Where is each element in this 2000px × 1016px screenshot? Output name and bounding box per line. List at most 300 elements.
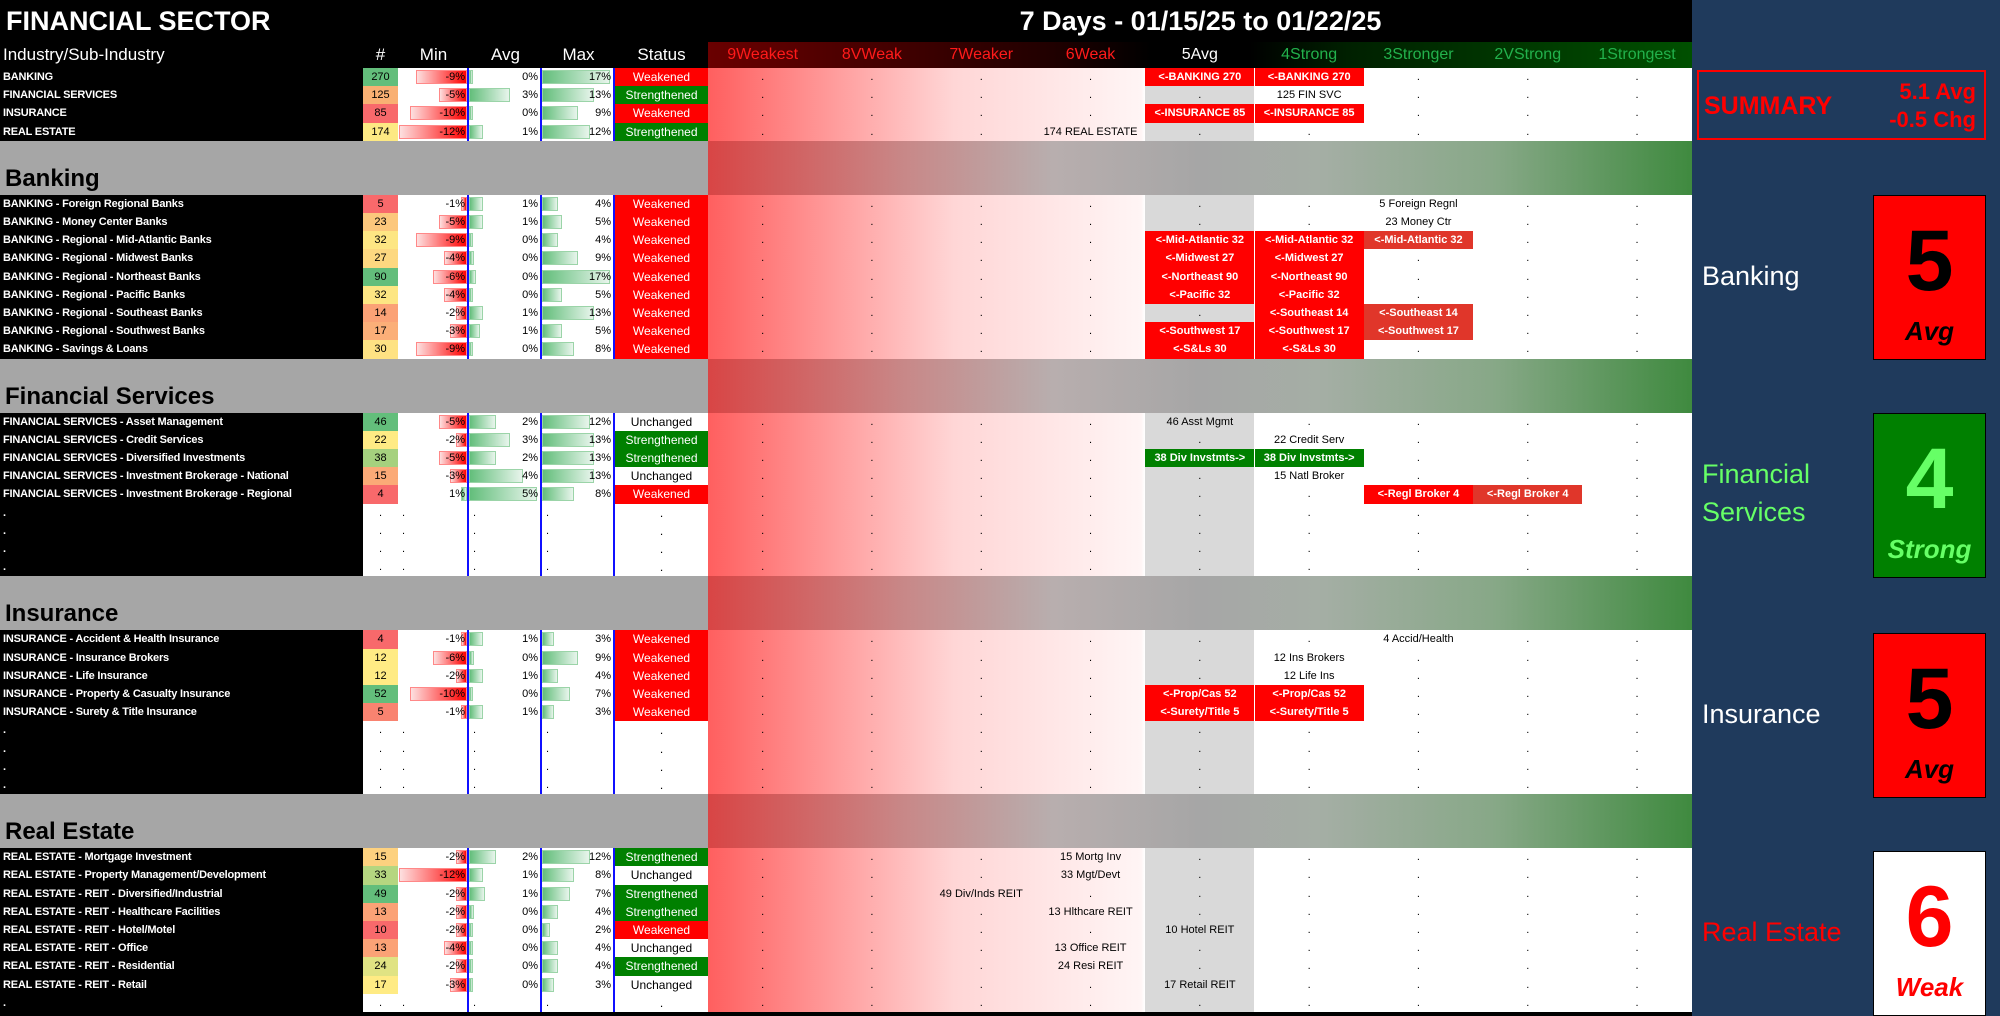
min-value: -5% xyxy=(445,216,465,228)
min-value: -3% xyxy=(445,978,465,991)
status-badge: Unchanged xyxy=(615,467,708,485)
avg-value: 0% xyxy=(522,905,538,918)
rating-cell: . xyxy=(1526,524,1530,537)
rating-cell: . xyxy=(1198,869,1202,882)
rating-cell: . xyxy=(979,325,983,338)
rating-cell: . xyxy=(1635,905,1639,918)
min-cell: . xyxy=(398,558,469,576)
avg-value: 2% xyxy=(522,851,538,864)
rating-cell: . xyxy=(1416,924,1420,936)
rating-label: 15 Natl Broker xyxy=(1273,470,1345,483)
rating-cell: . xyxy=(1416,978,1420,991)
avg-cell: . xyxy=(469,558,542,576)
rating-cell: . xyxy=(1635,107,1639,120)
avg-value: 1% xyxy=(522,216,538,228)
industry-name: INSURANCE xyxy=(3,107,67,120)
rating-label: 5 Foreign Regnl xyxy=(1379,197,1458,210)
blank-row[interactable] xyxy=(0,776,1692,794)
blank-row[interactable] xyxy=(0,740,1692,758)
section-rating-band xyxy=(708,359,1692,413)
industry-name: BANKING - Foreign Regional Banks xyxy=(3,197,184,210)
rating-cell: . xyxy=(1416,651,1420,664)
avg-cell xyxy=(469,231,542,249)
industry-name: REAL ESTATE - REIT - Retail xyxy=(3,978,147,991)
rating-cell: . xyxy=(979,506,983,519)
min-value: -5% xyxy=(445,452,465,464)
status-badge: Strengthened xyxy=(615,431,708,449)
rating-cell: . xyxy=(761,543,765,555)
max-cell xyxy=(542,848,615,866)
count-cell: 13 xyxy=(363,939,398,957)
rating-cell: . xyxy=(870,470,874,483)
rating-cell: . xyxy=(1307,633,1311,646)
table-row[interactable] xyxy=(0,268,1692,286)
rating-cell: . xyxy=(870,107,874,120)
rating-cell: . xyxy=(1526,415,1530,428)
avg-cell xyxy=(469,431,542,449)
avg-bar xyxy=(469,669,483,683)
rank-number: 6 xyxy=(1905,869,1954,965)
avg-cell xyxy=(469,939,542,957)
rating-cell: . xyxy=(1635,887,1639,900)
max-cell: . xyxy=(542,994,615,1012)
rating-cell: . xyxy=(1198,905,1202,918)
table-row[interactable] xyxy=(0,431,1692,449)
avg-value: 4% xyxy=(522,470,538,483)
avg-value: 0% xyxy=(522,107,538,120)
rating-cell: . xyxy=(1307,779,1311,791)
rating-cell: . xyxy=(1526,942,1530,955)
industry-name: BANKING - Money Center Banks xyxy=(3,216,168,228)
rating-cell: . xyxy=(870,452,874,464)
rating-label: <-INSURANCE 85 xyxy=(1255,104,1364,122)
rating-label: 33 Mgt/Devt xyxy=(1060,869,1121,882)
avg-bar xyxy=(469,941,473,955)
rating-cell: . xyxy=(761,978,765,991)
rating-cell: . xyxy=(1089,452,1093,464)
rating-cell: . xyxy=(1089,706,1093,719)
avg-cell xyxy=(469,848,542,866)
rating-cell: . xyxy=(1635,561,1639,574)
max-bar xyxy=(542,125,590,139)
max-value: 9% xyxy=(595,107,611,120)
table-row[interactable] xyxy=(0,667,1692,685)
panel-label-banking: Banking xyxy=(1702,261,1800,291)
table-row[interactable] xyxy=(0,231,1692,249)
rating-cell: . xyxy=(1635,71,1639,83)
avg-value: 0% xyxy=(522,960,538,973)
min-value: -2% xyxy=(445,905,465,918)
rating-cell: . xyxy=(1198,887,1202,900)
count-cell: 13 xyxy=(363,903,398,921)
rating-cell: . xyxy=(979,724,983,737)
max-bar xyxy=(542,850,590,864)
rating-cell: . xyxy=(1416,779,1420,791)
section-title: Financial Services xyxy=(5,382,215,410)
rating-cell: . xyxy=(1089,996,1093,1009)
rating-cell: . xyxy=(1089,924,1093,936)
max-bar xyxy=(542,106,578,120)
min-cell xyxy=(398,939,469,957)
min-cell xyxy=(398,630,469,648)
max-value: 3% xyxy=(595,706,611,719)
rating-cell: . xyxy=(870,415,874,428)
rating-cell: . xyxy=(1416,869,1420,882)
status-badge: Weakened xyxy=(615,213,708,231)
industry-name: REAL ESTATE xyxy=(3,125,76,138)
industry-name: REAL ESTATE - Property Management/Development xyxy=(3,869,266,882)
status-badge: Strengthened xyxy=(615,848,708,866)
rating-label: 49 Div/Inds REIT xyxy=(939,887,1023,900)
rating-cells xyxy=(708,268,1692,286)
table-row[interactable] xyxy=(0,957,1692,975)
status-badge: Weakened xyxy=(615,249,708,267)
sector-title: FINANCIAL SECTOR xyxy=(6,6,271,36)
table-row[interactable] xyxy=(0,68,1692,86)
rating-cell: . xyxy=(761,343,765,356)
rating-label: 38 Div Invstmts-> xyxy=(1255,449,1364,467)
blank-row[interactable] xyxy=(0,558,1692,576)
industry-name: . xyxy=(3,779,6,791)
rating-cell: . xyxy=(1198,307,1202,319)
rating-cell: . xyxy=(1089,651,1093,664)
table-row[interactable] xyxy=(0,921,1692,939)
max-value: 5% xyxy=(595,216,611,228)
section-header xyxy=(0,576,1692,630)
avg-bar xyxy=(469,342,473,356)
rating-cell: . xyxy=(761,270,765,283)
rating-cell: . xyxy=(979,706,983,719)
max-cell xyxy=(542,649,615,667)
rating-cell: . xyxy=(761,216,765,228)
table-row[interactable] xyxy=(0,123,1692,141)
industry-name: REAL ESTATE - REIT - Healthcare Facilities xyxy=(3,905,221,918)
rating-cell: . xyxy=(979,543,983,555)
rating-cell: . xyxy=(761,706,765,719)
industry-name: BANKING xyxy=(3,71,53,83)
avg-cell xyxy=(469,68,542,86)
rating-cell: . xyxy=(870,978,874,991)
rating-cell: . xyxy=(1089,887,1093,900)
count-cell: 10 xyxy=(363,921,398,939)
rating-cell: . xyxy=(1526,887,1530,900)
rating-cells xyxy=(708,68,1692,86)
max-cell xyxy=(542,885,615,903)
rating-cell: . xyxy=(761,561,765,574)
rating-cell: . xyxy=(1416,887,1420,900)
min-cell xyxy=(398,976,469,994)
rating-cell: . xyxy=(1089,669,1093,682)
table-row[interactable] xyxy=(0,649,1692,667)
max-cell xyxy=(542,903,615,921)
period-title: 7 Days - 01/15/25 to 01/22/25 xyxy=(1019,6,1382,36)
max-value: 4% xyxy=(595,669,611,682)
rating-cell: . xyxy=(1416,71,1420,83)
avg-bar xyxy=(469,88,510,102)
rating-cell: . xyxy=(979,107,983,120)
rating-cell: . xyxy=(1198,470,1202,483)
rating-cell: . xyxy=(979,633,983,646)
rating-label: <-Southeast 14 xyxy=(1255,304,1364,322)
industry-name: REAL ESTATE - REIT - Hotel/Motel xyxy=(3,924,176,936)
header-avg: Avg xyxy=(491,45,520,64)
max-cell xyxy=(542,467,615,485)
max-cell xyxy=(542,921,615,939)
rating-cell: . xyxy=(1635,288,1639,301)
rating-cell: . xyxy=(1416,89,1420,102)
rating-cell: . xyxy=(761,452,765,464)
rating-cell: . xyxy=(1089,688,1093,700)
table-row[interactable] xyxy=(0,449,1692,467)
status-badge: Weakened xyxy=(615,195,708,213)
min-cell xyxy=(398,286,469,304)
rating-cell: . xyxy=(870,89,874,102)
rating-cell: . xyxy=(1089,234,1093,247)
status-badge: Weakened xyxy=(615,304,708,322)
rank-word: Avg xyxy=(1904,316,1955,346)
avg-cell: . xyxy=(469,740,542,758)
avg-cell: . xyxy=(469,758,542,776)
table-row[interactable] xyxy=(0,467,1692,485)
min-value: -5% xyxy=(445,89,465,102)
table-row[interactable] xyxy=(0,104,1692,122)
rating-label: 4 Accid/Health xyxy=(1383,633,1454,646)
summary-avg: 5.1 Avg xyxy=(1899,79,1976,104)
rating-cell: . xyxy=(1089,343,1093,356)
min-cell xyxy=(398,685,469,703)
rating-header-3stronger: 3Stronger xyxy=(1383,46,1454,63)
max-value: 9% xyxy=(595,651,611,664)
rating-label: 38 Div Invstmts-> xyxy=(1145,449,1254,467)
count-cell: . xyxy=(363,758,398,776)
rating-label: <-Mid-Atlantic 32 xyxy=(1145,231,1254,249)
blank-row[interactable] xyxy=(0,994,1692,1012)
rating-cell: . xyxy=(1526,270,1530,283)
industry-name: . xyxy=(3,506,6,519)
blank-row[interactable] xyxy=(0,758,1692,776)
table-row[interactable] xyxy=(0,939,1692,957)
avg-value: 1% xyxy=(522,869,538,882)
table-row[interactable] xyxy=(0,630,1692,648)
status-badge: Weakened xyxy=(615,649,708,667)
status-badge: Weakened xyxy=(615,68,708,86)
table-row[interactable] xyxy=(0,685,1692,703)
table-row[interactable] xyxy=(0,903,1692,921)
rating-cell: . xyxy=(1198,543,1202,555)
rank-number: 4 xyxy=(1905,431,1954,527)
status-badge: Strengthened xyxy=(615,903,708,921)
blank-row[interactable] xyxy=(0,504,1692,522)
count-cell: 30 xyxy=(363,340,398,358)
rating-cell: . xyxy=(1307,869,1311,882)
rating-label: <-Regl Broker 4 xyxy=(1473,485,1582,503)
max-cell xyxy=(542,630,615,648)
rating-cell: . xyxy=(870,197,874,210)
rating-cell: . xyxy=(1089,488,1093,501)
rating-cells xyxy=(708,649,1692,667)
rating-cell: . xyxy=(1526,197,1530,210)
table-row[interactable] xyxy=(0,976,1692,994)
rating-cell: . xyxy=(1089,252,1093,265)
max-bar xyxy=(542,868,574,882)
max-cell xyxy=(542,703,615,721)
table-row[interactable] xyxy=(0,848,1692,866)
rating-cell: . xyxy=(1198,942,1202,955)
rating-label: 23 Money Ctr xyxy=(1385,216,1452,228)
table-row[interactable] xyxy=(0,703,1692,721)
max-value: 4% xyxy=(595,905,611,918)
rating-cell: . xyxy=(761,89,765,102)
max-cell: . xyxy=(542,776,615,794)
avg-bar xyxy=(469,288,473,302)
rating-cell: . xyxy=(1526,978,1530,991)
table-row[interactable] xyxy=(0,322,1692,340)
table-row[interactable] xyxy=(0,413,1692,431)
rating-cell: . xyxy=(761,524,765,537)
rating-label: 22 Credit Serv xyxy=(1273,433,1345,446)
rating-cell: . xyxy=(761,742,765,755)
table-row[interactable] xyxy=(0,866,1692,884)
table-row[interactable] xyxy=(0,86,1692,104)
avg-bar xyxy=(469,959,473,973)
industry-name: INSURANCE - Life Insurance xyxy=(3,669,148,682)
table-row[interactable] xyxy=(0,249,1692,267)
avg-value: 0% xyxy=(522,252,538,265)
avg-value: 2% xyxy=(522,452,538,464)
min-cell xyxy=(398,866,469,884)
rating-cell: . xyxy=(1526,307,1530,319)
max-cell xyxy=(542,667,615,685)
avg-value: 3% xyxy=(522,433,538,446)
max-bar xyxy=(542,215,562,229)
count-cell: 32 xyxy=(363,231,398,249)
rating-cell: . xyxy=(1416,706,1420,719)
max-bar xyxy=(542,651,578,665)
rating-cell: . xyxy=(1635,651,1639,664)
rating-cell: . xyxy=(761,779,765,791)
avg-cell xyxy=(469,340,542,358)
rating-label: <-Midwest 27 xyxy=(1145,249,1254,267)
table-row[interactable] xyxy=(0,213,1692,231)
min-cell xyxy=(398,703,469,721)
rating-cell: . xyxy=(1307,887,1311,900)
avg-cell xyxy=(469,957,542,975)
industry-name: . xyxy=(3,742,6,755)
rating-cell: . xyxy=(870,325,874,338)
max-value: 13% xyxy=(588,470,611,483)
min-cell: . xyxy=(398,540,469,558)
rank-word: Weak xyxy=(1895,972,1964,1002)
rating-cell: . xyxy=(1635,452,1639,464)
rating-cell: . xyxy=(870,506,874,519)
rating-cell: . xyxy=(1307,905,1311,918)
status-badge: . xyxy=(615,558,708,576)
status-badge: . xyxy=(615,776,708,794)
rating-cell: . xyxy=(1526,107,1530,120)
table-row[interactable] xyxy=(0,485,1692,503)
rating-cell: . xyxy=(870,924,874,936)
max-cell xyxy=(542,431,615,449)
rating-cell: . xyxy=(979,216,983,228)
max-cell xyxy=(542,104,615,122)
rating-cells xyxy=(708,994,1692,1012)
rating-cell: . xyxy=(1198,724,1202,737)
rating-cell: . xyxy=(1089,216,1093,228)
rating-cell: . xyxy=(870,216,874,228)
max-value: 9% xyxy=(595,252,611,265)
min-cell xyxy=(398,649,469,667)
rating-cell: . xyxy=(1307,942,1311,955)
rating-cell: . xyxy=(1635,924,1639,936)
rating-header-9weakest: 9Weakest xyxy=(727,46,799,63)
rating-cell: . xyxy=(761,125,765,138)
rating-cell: . xyxy=(1635,724,1639,737)
avg-value: 0% xyxy=(522,270,538,283)
rating-cell: . xyxy=(1416,742,1420,755)
status-badge: . xyxy=(615,522,708,540)
rating-cell: . xyxy=(979,942,983,955)
count-cell: 49 xyxy=(363,885,398,903)
table-row[interactable] xyxy=(0,885,1692,903)
max-value: 12% xyxy=(588,851,611,864)
table-row[interactable] xyxy=(0,304,1692,322)
avg-value: 1% xyxy=(522,197,538,210)
rating-cell: . xyxy=(1416,996,1420,1009)
rating-cell: . xyxy=(870,651,874,664)
avg-cell: . xyxy=(469,504,542,522)
rating-cells xyxy=(708,322,1692,340)
rating-cell: . xyxy=(1635,197,1639,210)
header-min: Min xyxy=(419,45,448,64)
rating-cell: . xyxy=(761,234,765,247)
rating-cell: . xyxy=(979,488,983,501)
rating-cell: . xyxy=(1416,942,1420,955)
count-cell: 32 xyxy=(363,286,398,304)
blank-row[interactable] xyxy=(0,721,1692,739)
table-row[interactable] xyxy=(0,340,1692,358)
industry-name: REAL ESTATE - REIT - Diversified/Industrial xyxy=(3,887,223,900)
avg-cell: . xyxy=(469,540,542,558)
rating-cells xyxy=(708,413,1692,431)
min-value: -2% xyxy=(445,851,465,864)
max-bar xyxy=(542,288,562,302)
rating-cell: . xyxy=(1307,125,1311,138)
rating-header xyxy=(708,42,1692,68)
rating-cell: . xyxy=(761,905,765,918)
count-cell: . xyxy=(363,540,398,558)
max-bar xyxy=(542,433,594,447)
status-badge: Weakened xyxy=(615,268,708,286)
avg-value: 0% xyxy=(522,234,538,247)
blank-row[interactable] xyxy=(0,540,1692,558)
table-row[interactable] xyxy=(0,286,1692,304)
table-row[interactable] xyxy=(0,195,1692,213)
max-cell xyxy=(542,249,615,267)
rating-cell: . xyxy=(870,851,874,864)
rating-cell: . xyxy=(1089,197,1093,210)
avg-bar xyxy=(469,433,510,447)
max-cell xyxy=(542,939,615,957)
blank-row[interactable] xyxy=(0,522,1692,540)
rating-cell: . xyxy=(761,869,765,882)
count-cell: 4 xyxy=(363,485,398,503)
min-cell xyxy=(398,231,469,249)
avg-cell: . xyxy=(469,522,542,540)
rating-label: <-Southwest 17 xyxy=(1255,322,1364,340)
header-industry: Industry/Sub-Industry xyxy=(3,45,165,64)
rating-cell: . xyxy=(1526,960,1530,973)
rating-cell: . xyxy=(1635,506,1639,519)
